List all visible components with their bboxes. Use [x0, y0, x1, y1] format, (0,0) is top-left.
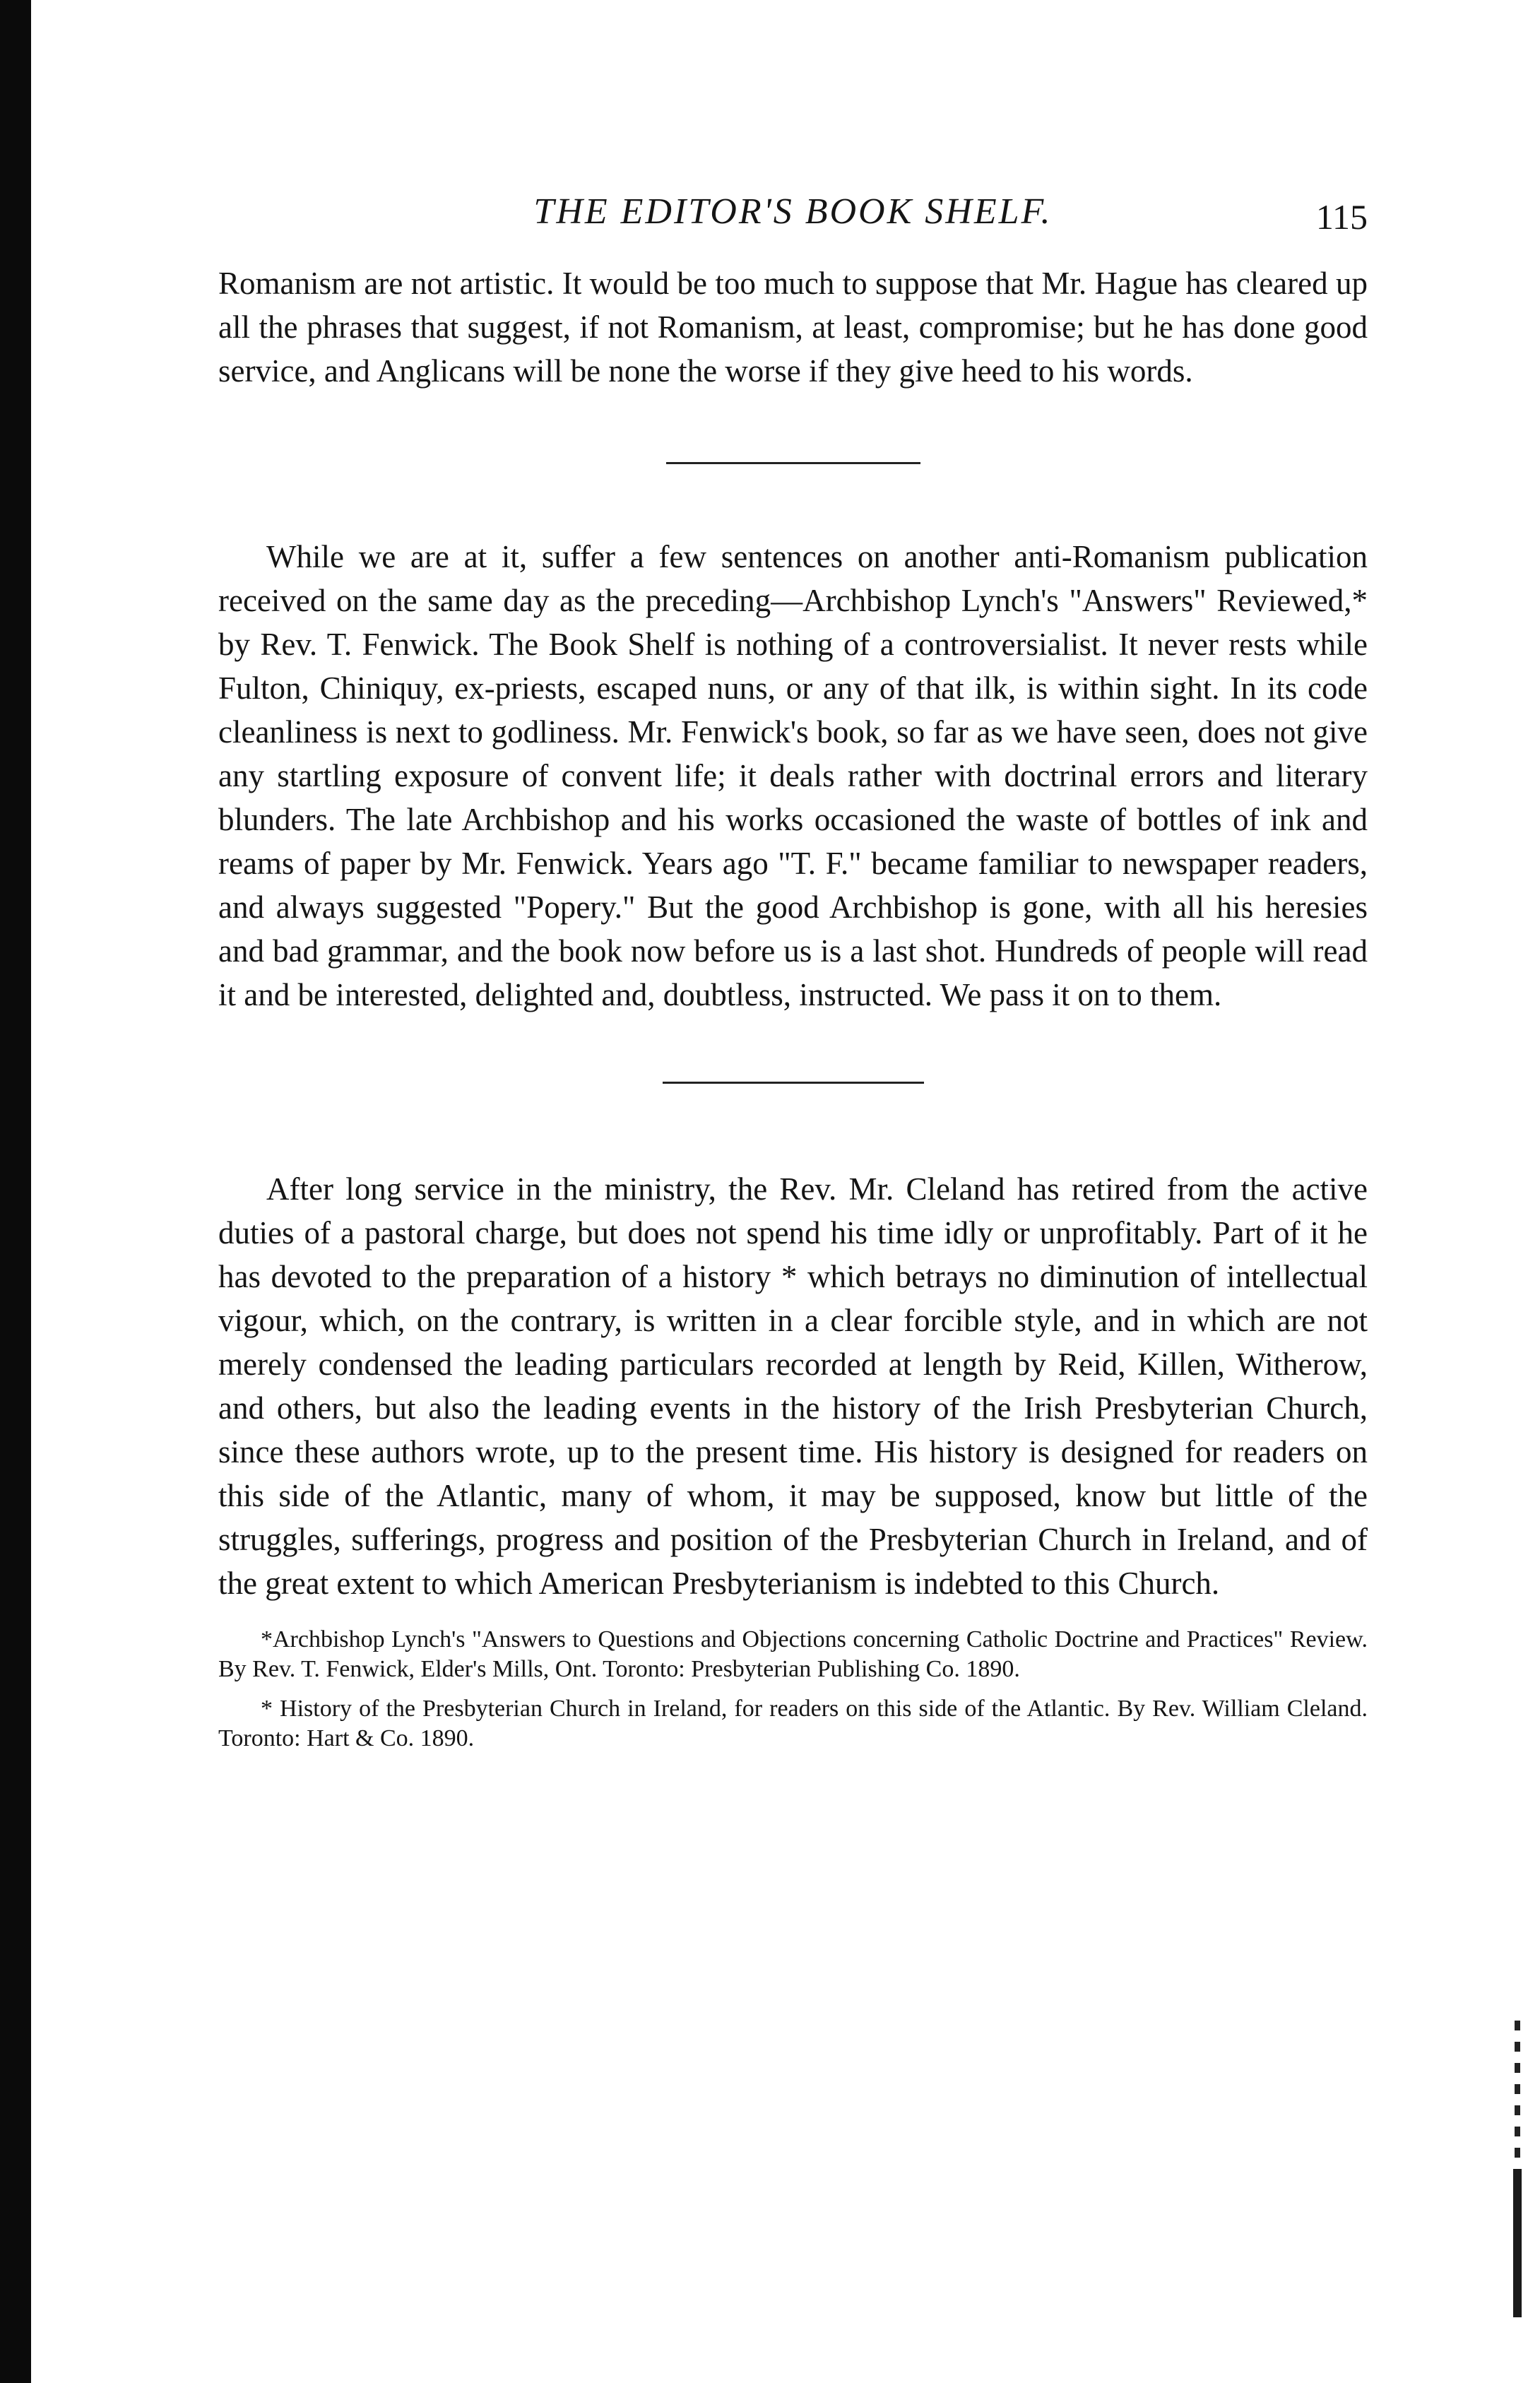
- scan-margin-bar: [1513, 2169, 1522, 2317]
- footnote-cleland: * History of the Presbyterian Church in Ireland, for readers on this side of the Atlantic. By Rev. William Cleland. Toronto: Hart & Co. 1890.: [218, 1696, 1368, 1751]
- page-body: [218, 191, 1368, 1754]
- footnote-fenwick: *Archbishop Lynch's "Answers to Questions and Objections concerning Catholic Doctrine and Practices" Review. By Rev. T. Fenwick, Elder's Mills, Ont. Toronto: Presbyterian Publishing Co. 1890.: [218, 1626, 1368, 1682]
- footnotes: [218, 1625, 1368, 1754]
- paragraph-fenwick: While we are at it, suffer a few sentences on another anti-Romanism publication received on the same day as the preceding—Archbishop Lynch's "Answers" Reviewed,* by Rev. T. Fenwick. The Book Shelf is nothing of a controversialist. It never rests while Fulton, Chiniquy, ex-priests, escaped nuns, or any of that ilk, is within sight. In its code cleanliness is next to godliness. Mr. Fenwick's book, so far as we have seen, does not give any startling exposure of convent life; it deals rather with doctrinal errors and literary blunders. The late Archbishop and his works occasioned the waste of bottles of ink and reams of paper by Mr. Fenwick. Years ago "T. F." became familiar to newspaper readers, and always suggested "Popery." But the good Archbishop is gone, with all his heresies and bad grammar, and the book now before us is a last shot. Hundreds of people will read it and be interested, delighted and, doubtless, instructed. We pass it on to them.: [218, 539, 1368, 1012]
- section-divider: [663, 1082, 924, 1084]
- page-header: [218, 191, 1368, 261]
- scan-binding-edge: [0, 0, 31, 2383]
- paragraph-cleland: After long service in the ministry, the Rev. Mr. Cleland has retired from the active duties of a pastoral charge, but does not spend his time idly or unprofitably. Part of it he has devoted to the preparation of a history * which betrays no diminution of intellectual vigour, which, on the contrary, is written in a clear forcible style, and in which are not merely condensed the leading particulars recorded at length by Reid, Killen, Witherow, and others, but also the leading events in the history of the Irish Presbyterian Church, since these authors wrote, up to the present time. His history is designed for readers on this side of the Atlantic, many of whom, it may be supposed, know but little of the struggles, sufferings, progress and position of the Presbyterian Church in Ireland, and of the great extent to which American Presbyterianism is indebted to this Church.: [218, 1171, 1368, 1601]
- section-divider: [666, 462, 920, 464]
- paragraph-hague: Romanism are not artistic. It would be too much to suppose that Mr. Hague has cleared up all the phrases that suggest, if not Romanism, at least, compromise; but he has done good service, and Anglicans will be none the worse if they give heed to his words.: [218, 266, 1368, 389]
- page-number: 115: [1315, 197, 1368, 237]
- running-head: THE EDITOR'S BOOK SHELF.: [533, 191, 1053, 232]
